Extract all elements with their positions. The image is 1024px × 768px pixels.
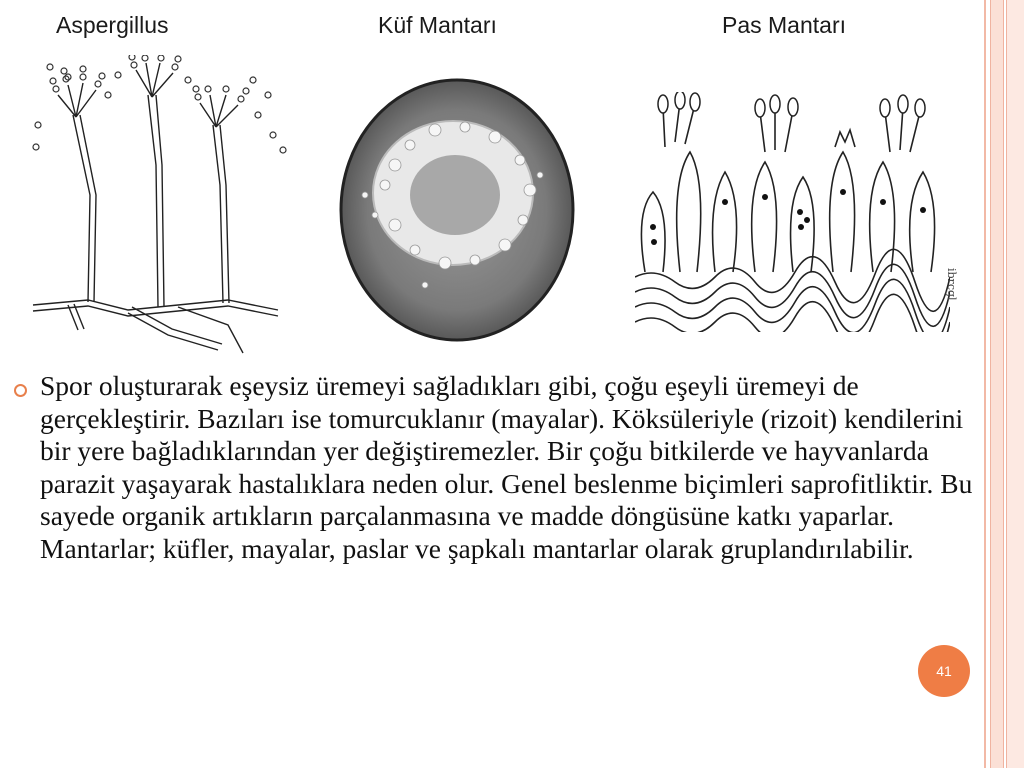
body-text: Spor oluşturarak eşeysiz üremeyi sağladıkları gibi, çoğu eşeyli üremeyi de gerçekleştirir. Bazıları ise tomurcuklanır (mayalar). Köksüleriyle (rizoit) kendilerini bir yere bağladıklarından yer değiştiremezler. Bir çoğu bitkilerde ve hayvanlarda parazit yaşayarak hastalıklara neden olur. Genel beslenme biçimleri saprofitliktir. Bu sayede organik artıkların parçalanmasına ve madde döngüsüne katkı yaparlar. Mantarlar; küfler, mayalar, paslar ve şapkalı mantarlar olarak gruplandırılabilir. — [40, 370, 973, 564]
kuf-mantari-illustration — [335, 75, 580, 345]
aspergillus-label: Aspergillus — [56, 12, 169, 38]
aspergillus-illustration — [28, 55, 298, 360]
decor-stripe-mid — [990, 0, 1004, 768]
image-credit: ibrcgl — [945, 268, 958, 301]
bullet-ring-icon — [14, 384, 27, 397]
pas-mantari-label: Pas Mantarı — [722, 12, 846, 38]
decor-stripe-wide — [1006, 0, 1024, 768]
decor-stripe-thin — [984, 0, 986, 768]
pas-mantari-illustration — [635, 92, 950, 332]
kuf-mantari-label: Küf Mantarı — [378, 12, 497, 38]
slide-number-badge: 41 — [918, 645, 970, 697]
bullet-item — [14, 370, 984, 565]
